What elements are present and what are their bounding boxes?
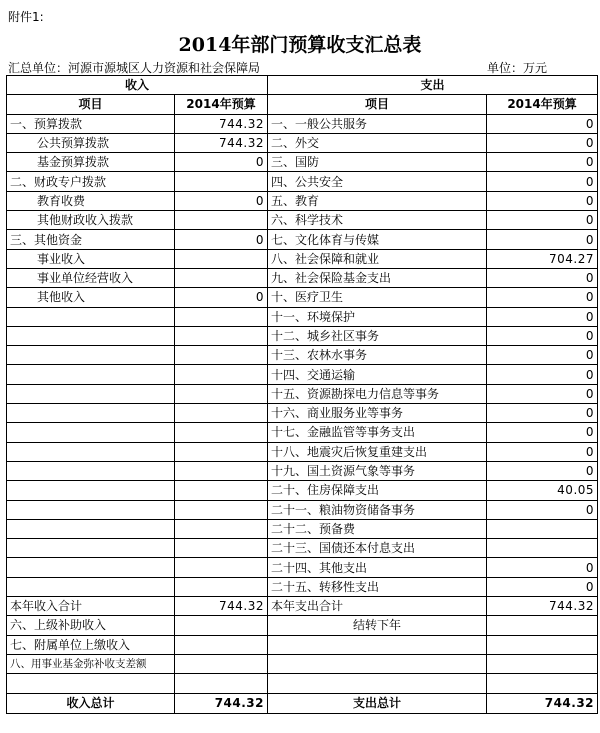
- income-item-cell: [7, 461, 175, 480]
- expense-budget-cell: 0: [487, 423, 598, 442]
- page-title: 2014年部门预算收支汇总表: [178, 34, 422, 56]
- income-budget-cell: [175, 442, 268, 461]
- expense-budget-cell: [487, 674, 598, 693]
- income-budget-cell: [175, 558, 268, 577]
- expense-budget-cell: 0: [487, 153, 598, 172]
- income-budget-cell: [175, 519, 268, 538]
- table-row: [7, 133, 598, 152]
- income-budget-cell: [175, 346, 268, 365]
- expense-item-cell: 本年支出合计: [268, 597, 487, 616]
- expense-budget-cell: 0: [487, 577, 598, 596]
- expense-item-cell: 一、一般公共服务: [268, 114, 487, 133]
- expense-budget-cell: 0: [487, 307, 598, 326]
- income-budget-cell: [175, 365, 268, 384]
- income-budget-cell: [175, 654, 268, 673]
- table-row: [7, 384, 598, 403]
- expense-budget-cell: 0: [487, 461, 598, 480]
- table-row: [7, 211, 598, 230]
- table-row: [7, 577, 598, 596]
- expense-budget-cell: 40.05: [487, 481, 598, 500]
- expense-budget-cell: 0: [487, 442, 598, 461]
- expense-item-cell: 五、教育: [268, 191, 487, 210]
- income-budget-cell: [175, 249, 268, 268]
- grand-total-row: [7, 693, 598, 713]
- expense-item-cell: 十五、资源勘探电力信息等事务: [268, 384, 487, 403]
- table-row: [7, 654, 598, 673]
- table-row: [7, 558, 598, 577]
- income-item-cell: [7, 346, 175, 365]
- table-row: [7, 674, 598, 693]
- income-budget-cell: [175, 172, 268, 191]
- income-item-cell: [7, 481, 175, 500]
- expense-budget-cell: 0: [487, 268, 598, 287]
- table-row: [7, 153, 598, 172]
- income-budget-cell: [175, 635, 268, 654]
- expense-item-cell: 二十一、粮油物资储备事务: [268, 500, 487, 519]
- income-budget-cell: [175, 404, 268, 423]
- expense-budget-cell: [487, 635, 598, 654]
- income-budget-cell: 0: [175, 153, 268, 172]
- income-budget-cell: [175, 500, 268, 519]
- income-item-cell: [7, 365, 175, 384]
- expense-budget-cell: 0: [487, 191, 598, 210]
- expense-item-cell: 二十二、预备费: [268, 519, 487, 538]
- expense-item-cell: 十七、金融监管等事务支出: [268, 423, 487, 442]
- attachment-label: 附件1:: [8, 10, 44, 24]
- expense-item-cell: 十三、农林水事务: [268, 346, 487, 365]
- income-section-header: 收入: [7, 76, 268, 95]
- income-budget-cell: 0: [175, 191, 268, 210]
- table-row: [7, 423, 598, 442]
- income-item-cell: 一、预算拨款: [7, 114, 175, 133]
- expense-item-cell: 十一、环境保护: [268, 307, 487, 326]
- table-row: [7, 539, 598, 558]
- income-budget-cell: [175, 307, 268, 326]
- expense-budget-cell: 0: [487, 500, 598, 519]
- expense-item-cell: [268, 635, 487, 654]
- income-item-cell: 三、其他资金: [7, 230, 175, 249]
- expense-budget-cell: 0: [487, 133, 598, 152]
- table-row: [7, 461, 598, 480]
- expense-budget-cell: 0: [487, 326, 598, 345]
- income-item-cell: 本年收入合计: [7, 597, 175, 616]
- expense-item-cell: 十二、城乡社区事务: [268, 326, 487, 345]
- income-item-cell: 其他收入: [7, 288, 175, 307]
- expense-section-header: 支出: [268, 76, 598, 95]
- income-item-cell: [7, 404, 175, 423]
- expense-budget-cell: 0: [487, 230, 598, 249]
- expense-item-cell: [268, 674, 487, 693]
- expense-budget-cell: [487, 539, 598, 558]
- table-row: [7, 191, 598, 210]
- income-budget-cell: [175, 539, 268, 558]
- expense-budget-cell: 0: [487, 365, 598, 384]
- expense-item-cell: 三、国防: [268, 153, 487, 172]
- expense-item-cell: 八、社会保障和就业: [268, 249, 487, 268]
- expense-item-cell: 十九、国土资源气象等事务: [268, 461, 487, 480]
- expense-item-cell: 二十四、其他支出: [268, 558, 487, 577]
- income-budget-cell: [175, 423, 268, 442]
- expense-item-header: 项目: [268, 95, 487, 114]
- expense-item-cell: 十八、地震灾后恢复重建支出: [268, 442, 487, 461]
- expense-budget-cell: 0: [487, 211, 598, 230]
- expense-budget-cell: [487, 519, 598, 538]
- expense-budget-cell: 0: [487, 172, 598, 191]
- income-budget-cell: [175, 674, 268, 693]
- income-budget-cell: 0: [175, 230, 268, 249]
- table-row: [7, 114, 598, 133]
- expense-item-cell: 四、公共安全: [268, 172, 487, 191]
- income-budget-cell: 744.32: [175, 597, 268, 616]
- income-item-cell: 教育收费: [7, 191, 175, 210]
- income-item-cell: 八、用事业基金弥补收支差额: [7, 654, 175, 673]
- expense-budget-cell: 0: [487, 558, 598, 577]
- table-row: [7, 519, 598, 538]
- income-budget-cell: [175, 481, 268, 500]
- expense-item-cell: 二十五、转移性支出: [268, 577, 487, 596]
- income-item-cell: 公共预算拨款: [7, 133, 175, 152]
- income-item-cell: 二、财政专户拨款: [7, 172, 175, 191]
- expense-budget-cell: [487, 616, 598, 635]
- currency-unit: 单位：万元: [487, 61, 548, 75]
- income-item-cell: [7, 423, 175, 442]
- income-budget-cell: 744.32: [175, 133, 268, 152]
- table-row: [7, 442, 598, 461]
- income-item-cell: 六、上级补助收入: [7, 616, 175, 635]
- income-budget-cell: 744.32: [175, 114, 268, 133]
- expense-item-cell: 九、社会保险基金支出: [268, 268, 487, 287]
- section-header-row: [7, 76, 598, 95]
- expense-item-cell: 十、医疗卫生: [268, 288, 487, 307]
- expense-budget-cell: 0: [487, 288, 598, 307]
- income-item-cell: [7, 307, 175, 326]
- income-budget-cell: [175, 577, 268, 596]
- expense-budget-cell: 704.27: [487, 249, 598, 268]
- income-budget-cell: [175, 211, 268, 230]
- income-item-cell: [7, 326, 175, 345]
- table-row: [7, 616, 598, 635]
- table-row: [7, 481, 598, 500]
- table-row: [7, 404, 598, 423]
- table-row: [7, 346, 598, 365]
- budget-summary-table: [6, 75, 598, 714]
- expense-budget-cell: [487, 654, 598, 673]
- income-item-cell: [7, 500, 175, 519]
- income-item-cell: 其他财政收入拨款: [7, 211, 175, 230]
- income-budget-cell: [175, 461, 268, 480]
- column-header-row: [7, 95, 598, 114]
- income-item-cell: [7, 558, 175, 577]
- expense-item-cell: 七、文化体育与传媒: [268, 230, 487, 249]
- expense-item-cell: 支出总计: [268, 693, 487, 713]
- table-row: [7, 307, 598, 326]
- subtotal-row: [7, 597, 598, 616]
- expense-item-cell: 二十三、国债还本付息支出: [268, 539, 487, 558]
- expense-item-cell: [268, 654, 487, 673]
- income-item-cell: [7, 519, 175, 538]
- income-item-cell: [7, 384, 175, 403]
- table-row: [7, 172, 598, 191]
- expense-budget-cell: 744.32: [487, 693, 598, 713]
- income-item-header: 项目: [7, 95, 175, 114]
- income-item-cell: 基金预算拨款: [7, 153, 175, 172]
- table-row: [7, 326, 598, 345]
- income-item-cell: [7, 577, 175, 596]
- table-row: [7, 500, 598, 519]
- expense-budget-cell: 0: [487, 384, 598, 403]
- expense-budget-cell: 0: [487, 114, 598, 133]
- expense-item-cell: 二、外交: [268, 133, 487, 152]
- table-row: [7, 268, 598, 287]
- table-row: [7, 249, 598, 268]
- expense-budget-cell: 0: [487, 404, 598, 423]
- income-budget-cell: 744.32: [175, 693, 268, 713]
- income-item-cell: 事业单位经营收入: [7, 268, 175, 287]
- income-item-cell: 事业收入: [7, 249, 175, 268]
- expense-item-cell: 十四、交通运输: [268, 365, 487, 384]
- income-item-cell: [7, 442, 175, 461]
- income-budget-header: 2014年预算: [175, 95, 268, 114]
- table-row: [7, 635, 598, 654]
- expense-item-cell: 结转下年: [268, 616, 487, 635]
- income-budget-cell: 0: [175, 288, 268, 307]
- expense-item-cell: 六、科学技术: [268, 211, 487, 230]
- expense-budget-cell: 0: [487, 346, 598, 365]
- income-item-cell: 收入总计: [7, 693, 175, 713]
- income-item-cell: [7, 674, 175, 693]
- expense-item-cell: 十六、商业服务业等事务: [268, 404, 487, 423]
- expense-budget-cell: 744.32: [487, 597, 598, 616]
- income-budget-cell: [175, 616, 268, 635]
- reporting-organization: 汇总单位：河源市源城区人力资源和社会保障局: [8, 61, 261, 75]
- income-item-cell: 七、附属单位上缴收入: [7, 635, 175, 654]
- expense-item-cell: 二十、住房保障支出: [268, 481, 487, 500]
- income-item-cell: [7, 539, 175, 558]
- income-budget-cell: [175, 268, 268, 287]
- table-row: [7, 365, 598, 384]
- table-row: [7, 288, 598, 307]
- expense-budget-header: 2014年预算: [487, 95, 598, 114]
- table-row: [7, 230, 598, 249]
- income-budget-cell: [175, 384, 268, 403]
- income-budget-cell: [175, 326, 268, 345]
